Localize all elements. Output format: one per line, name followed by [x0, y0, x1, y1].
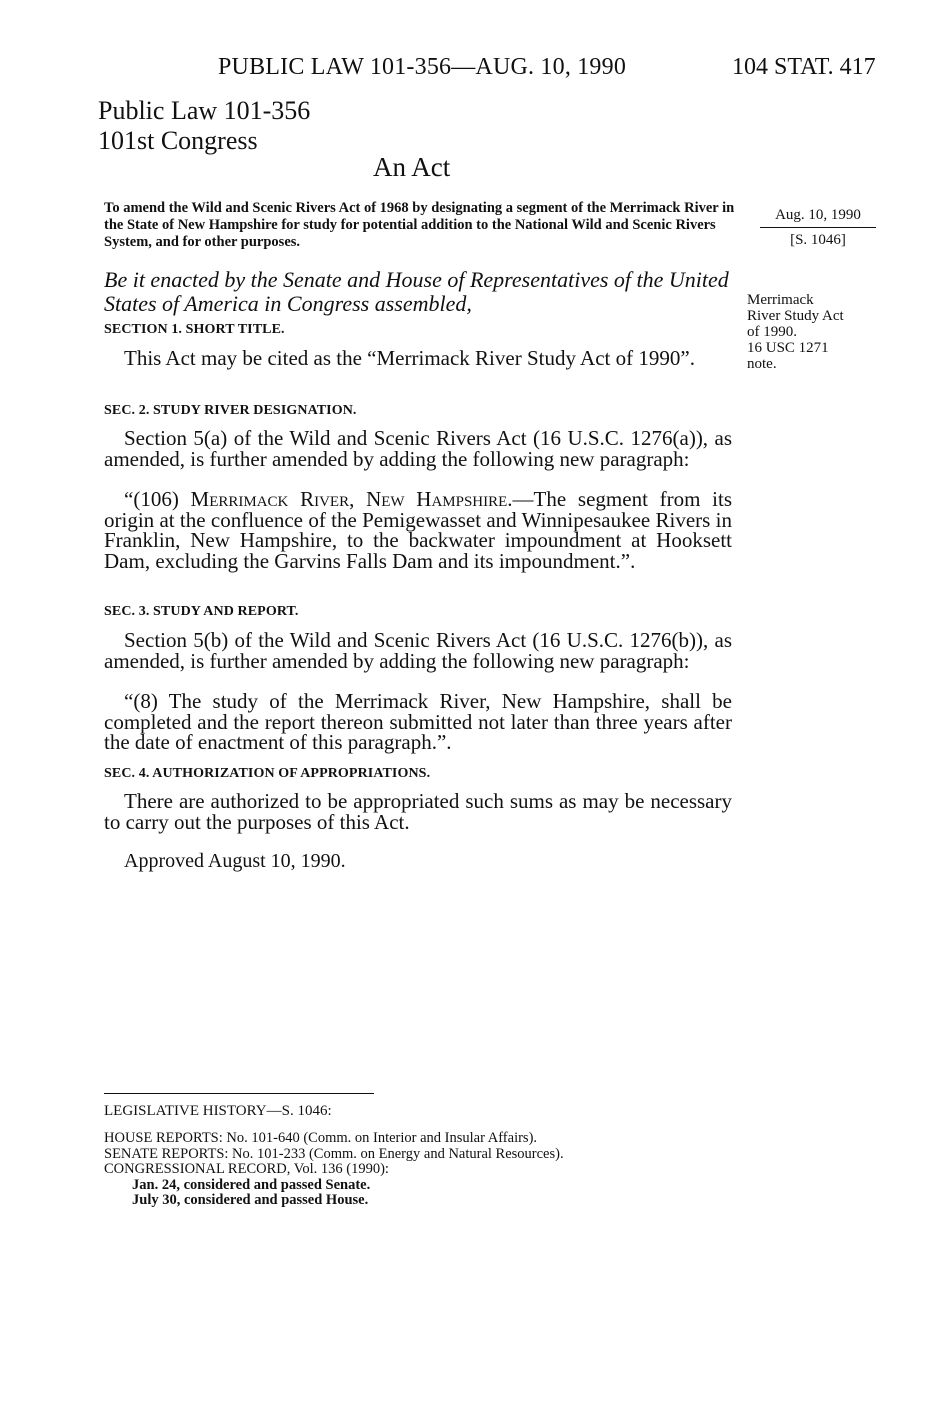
congressional-record: CONGRESSIONAL RECORD, Vol. 136 (1990):	[104, 1161, 389, 1177]
approval-date: Approved August 10, 1990.	[124, 850, 346, 872]
side-note-line: of 1990.	[747, 324, 797, 340]
senate-reports: SENATE REPORTS: No. 101-233 (Comm. on Energy and Natural Resources).	[104, 1145, 564, 1162]
act-heading: An Act	[373, 152, 451, 182]
section-4-text: There are authorized to be appropriated such sums as may be necessary to carry out the purposes of this Act.	[104, 789, 732, 834]
section-2-heading: SEC. 2. STUDY RIVER DESIGNATION.	[104, 403, 357, 418]
stat-page-number: 104 STAT. 417	[732, 54, 876, 80]
legislative-history-list	[104, 1131, 564, 1209]
law-title-block	[98, 96, 310, 156]
house-reports: HOUSE REPORTS: No. 101-640 (Comm. on Interior and Insular Affairs).	[104, 1130, 538, 1146]
section-1-heading: SECTION 1. SHORT TITLE.	[104, 322, 285, 337]
section-3-text: Section 5(b) of the Wild and Scenic Rivers Act (16 U.S.C. 1276(b)), as amended, is further amended by adding the following new paragraph:	[104, 628, 732, 673]
margin-bill-number: [S. 1046]	[790, 232, 846, 248]
side-note-line: 16 USC 1271	[747, 340, 829, 356]
section-3-heading: SEC. 3. STUDY AND REPORT.	[104, 604, 299, 619]
record-entry: July 30, considered and passed House.	[132, 1192, 369, 1208]
margin-date: Aug. 10, 1990	[775, 207, 861, 223]
paragraph-number: “(106)	[124, 487, 179, 511]
paragraph-caption: Merrimack River, New Hampshire.	[190, 487, 513, 511]
margin-date-block	[760, 207, 876, 249]
side-note-line: Merrimack	[747, 292, 814, 308]
record-entry: Jan. 24, considered and passed Senate.	[132, 1176, 371, 1193]
section-2-text: Section 5(a) of the Wild and Scenic Rivers Act (16 U.S.C. 1276(a)), as amended, is further amended by adding the following new paragraph:	[104, 426, 732, 471]
congress-number: 101st Congress	[98, 126, 258, 155]
section-2-quoted-paragraph	[104, 489, 732, 571]
public-law-number: Public Law 101-356	[98, 96, 311, 125]
margin-rule	[760, 227, 876, 228]
footnote-divider	[104, 1093, 374, 1094]
section-1-text: This Act may be cited as the “Merrimack River Study Act of 1990”.	[124, 346, 695, 370]
side-note-line: River Study Act	[747, 308, 844, 324]
section-3-quoted-paragraph: “(8) The study of the Merrimack River, New Hampshire, shall be completed and the report thereon submitted not later than three years after the date of enactment of this paragraph.”.	[104, 689, 732, 754]
legislative-history-title: LEGISLATIVE HISTORY—S. 1046:	[104, 1103, 332, 1119]
purpose-clause: To amend the Wild and Scenic Rivers Act of 1968 by designating a segment of the Merrimack River in the State of New Hampshire for study for potential addition to the National Wild and Scenic Rivers System, and for other purposes.	[104, 200, 735, 250]
section-4-heading: SEC. 4. AUTHORIZATION OF APPROPRIATIONS.	[104, 766, 431, 781]
side-note	[747, 292, 887, 372]
side-note-line: note.	[747, 356, 777, 372]
paragraph-body: —The segment from its origin at the confluence of the Pemigewasset and Winnipesaukee Rivers in Franklin, New Hampshire, to the backwater impoundment at Hooksett Dam, excluding the Garvins Falls Dam and its impoundment.”.	[104, 487, 732, 573]
enacting-clause: Be it enacted by the Senate and House of Representatives of the United States of America in Congress assembled,	[104, 267, 729, 316]
running-head: PUBLIC LAW 101-356—AUG. 10, 1990	[218, 54, 627, 80]
